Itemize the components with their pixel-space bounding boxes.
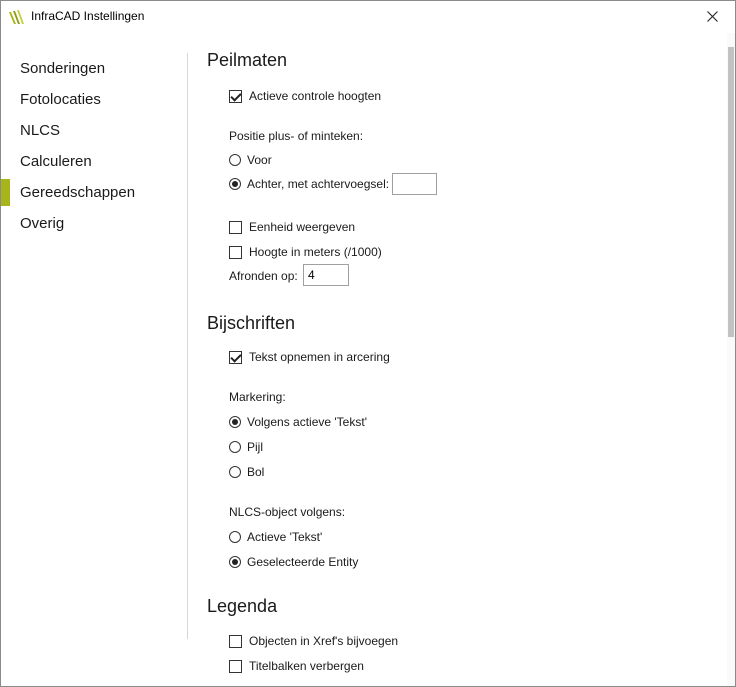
hoogte-meters-checkbox[interactable] [229,243,382,261]
sidebar-item-label: Sonderingen [20,60,106,77]
sidebar-nav [1,53,187,239]
checkbox-label: Hoogte in meters (/1000) [249,245,382,259]
section-title-legenda: Legenda [207,596,278,616]
radio-label: Volgens actieve 'Tekst' [247,415,367,429]
title-bar [1,1,735,33]
nlcs-geselecteerde-entity-radio[interactable] [229,553,358,571]
radio-circle[interactable] [229,556,241,568]
sidebar-item-sonderingen[interactable] [1,53,187,84]
checkbox-label: Actieve controle hoogten [249,89,382,103]
checkbox-box[interactable] [229,246,242,259]
radio-circle[interactable] [229,154,241,166]
afronden-label: Afronden op: [229,269,298,283]
eenheid-checkbox[interactable] [229,218,355,236]
radio-label: Bol [247,465,265,479]
window-title: InfraCAD Instellingen [31,9,145,23]
sidebar-item-gereedschappen[interactable] [1,177,187,208]
checkbox-label: Tekst opnemen in arcering [249,350,390,364]
radio-circle[interactable] [229,531,241,543]
close-button[interactable] [689,1,735,31]
afronden-input[interactable] [303,264,349,286]
actieve-controle-checkbox[interactable] [229,87,381,105]
sidebar-item-label: NLCS [20,122,61,139]
radio-label: Geselecteerde Entity [247,555,359,569]
scrollbar-thumb[interactable] [728,47,734,337]
radio-label: Actieve 'Tekst' [247,530,323,544]
checkbox-label: Objecten in Xref's bijvoegen [249,634,399,648]
checkbox-box[interactable] [229,351,242,364]
settings-content [188,33,728,687]
infracad-logo-icon [8,9,26,25]
sidebar-item-label: Gereedschappen [20,184,136,201]
objecten-xref-checkbox[interactable] [229,632,398,650]
markering-pijl-radio[interactable] [229,438,263,456]
tekst-opnemen-checkbox[interactable] [229,348,390,366]
sidebar-item-overig[interactable] [1,208,187,239]
radio-label: Voor [247,153,272,167]
checkbox-label: Titelbalken verbergen [249,659,364,673]
sidebar-item-nlcs[interactable] [1,115,187,146]
sidebar-item-label: Fotolocaties [20,91,101,108]
radio-label: Achter, met achtervoegsel: [247,177,390,191]
section-title-peilmaten: Peilmaten [207,50,288,70]
close-icon [707,11,718,22]
checkbox-box[interactable] [229,635,242,648]
voor-radio[interactable] [229,151,272,169]
radio-circle[interactable] [229,416,241,428]
markering-bol-radio[interactable] [229,463,264,481]
radio-label: Pijl [247,440,264,454]
vertical-scrollbar[interactable] [727,33,735,687]
achtervoegsel-input[interactable] [392,173,437,195]
checkbox-box[interactable] [229,90,242,103]
nlcs-object-label: NLCS-object volgens: [229,505,346,519]
checkbox-label: Eenheid weergeven [249,220,356,234]
sidebar-item-fotolocaties[interactable] [1,84,187,115]
titelbalken-checkbox[interactable] [229,657,364,675]
sidebar-item-label: Calculeren [20,153,92,170]
nlcs-actieve-tekst-radio[interactable] [229,528,322,546]
sidebar-item-calculeren[interactable] [1,146,187,177]
active-indicator [1,179,10,206]
checkbox-box[interactable] [229,221,242,234]
checkbox-box[interactable] [229,660,242,673]
radio-circle[interactable] [229,466,241,478]
section-title-bijschriften: Bijschriften [207,313,296,333]
achter-radio[interactable] [229,175,389,193]
radio-circle[interactable] [229,441,241,453]
positie-label: Positie plus- of minteken: [229,129,364,143]
radio-circle[interactable] [229,178,241,190]
markering-label: Markering: [229,390,286,404]
markering-volgens-tekst-radio[interactable] [229,413,367,431]
sidebar-item-label: Overig [20,215,65,232]
